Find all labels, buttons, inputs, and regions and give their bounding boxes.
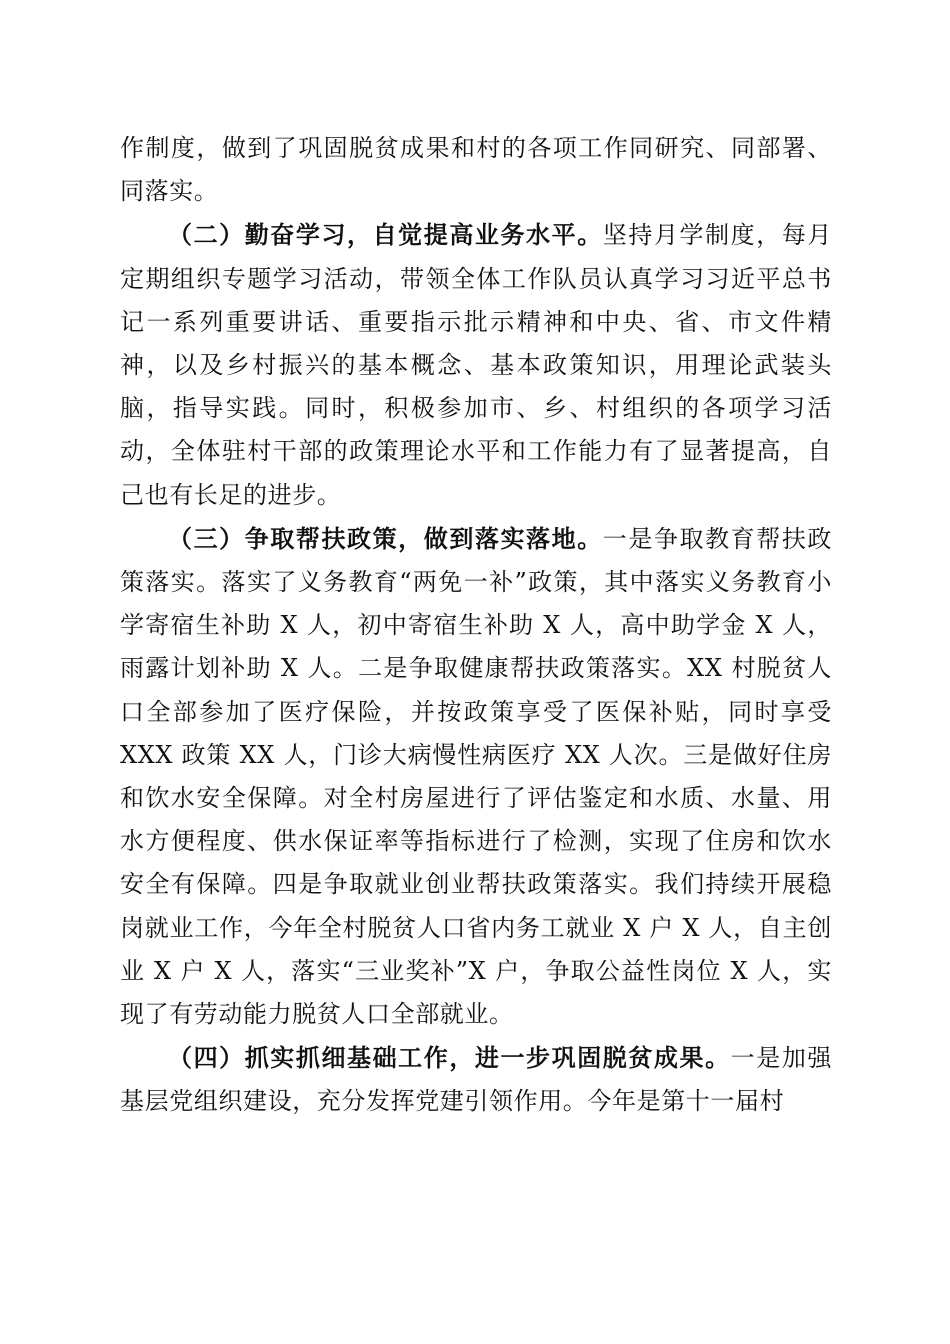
paragraph-policy <box>120 517 832 1036</box>
paragraph-heading: （四）抓实抓细基础工作，进一步巩固脱贫成果。 <box>168 1043 731 1073</box>
paragraph-text: 作制度，做到了巩固脱贫成果和村的各项工作同研究、同部署、同落实。 <box>120 134 832 206</box>
paragraph-heading: （三）争取帮扶政策，做到落实落地。 <box>168 523 603 553</box>
paragraph-text: 坚持月学制度，每月定期组织专题学习活动，带领全体工作队员认真学习习近平总书记一系列重要讲话、重要指示批示精神和中央、省、市文件精神，以及乡村振兴的基本概念、基本政策知识，用理论武装头脑，指导实践。同时，积极参加市、乡、村组织的各项学习活动，全体驻村干部的政策理论水平和工作能力有了显著提高，自己也有长足的进步。 <box>120 221 833 509</box>
paragraph-text: 一是加强基层党组织建设，充分发挥党建引领作用。今年是第十一届村 <box>120 1044 832 1116</box>
paragraph-continuation <box>120 127 832 213</box>
document-body <box>120 127 832 1124</box>
paragraph-heading: （二）勤奋学习，自觉提高业务水平。 <box>168 220 603 250</box>
paragraph-foundation <box>120 1036 832 1123</box>
paragraph-text: 一是争取教育帮扶政策落实。落实了义务教育“两免一补”政策，其中落实义务教育小学寄宿生补助 X 人，初中寄宿生补助 X 人，高中助学金 X 人，雨露计划补助 X 人。二是争取健康帮扶政策落实。XX 村脱贫人口全部参加了医疗保险，并按政策享受了医保补贴，同时享受 XXX 政策 XX 人，门诊大病慢性病医疗 XX 人次。三是做好住房和饮水安全保障。对全村房屋进行了评估鉴定和水质、水量、用水方便程度、供水保证率等指标进行了检测，实现了住房和饮水安全有保障。四是争取就业创业帮扶政策落实。我们持续开展稳岗就业工作，今年全村脱贫人口省内务工就业 X 户 X 人，自主创业 X 户 X 人，落实“三业奖补”X 户，争取公益性岗位 X 人，实现了有劳动能力脱贫人口全部就业。 <box>120 524 833 1029</box>
paragraph-study <box>120 213 832 516</box>
